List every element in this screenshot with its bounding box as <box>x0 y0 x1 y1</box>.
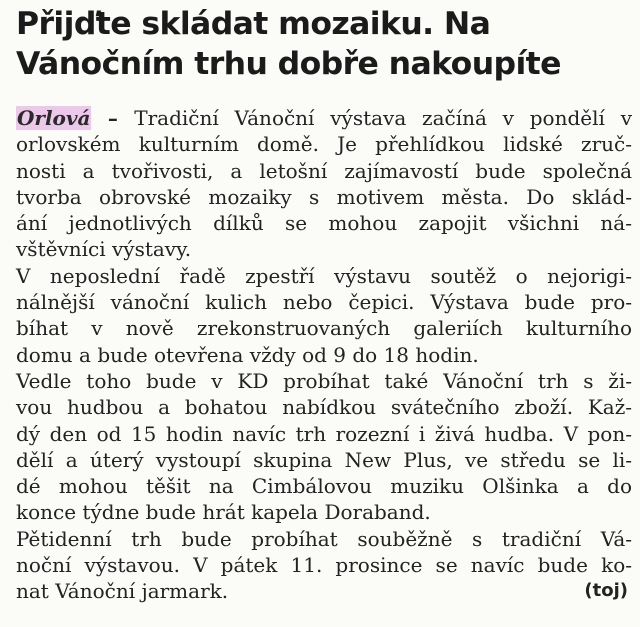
author-signature: (toj) <box>584 580 628 602</box>
article-line: ání jednotlivých dílků se mohou zapojit všichni ná- <box>16 211 632 236</box>
article-line: domu a bude otevřena vždy od 9 do 18 hodin. <box>16 342 479 367</box>
article-line: dělí a úterý vystoupí skupina New Plus, ve středu se li- <box>16 447 632 472</box>
headline-line-1: Přijďte skládat mozaiku. Na <box>16 6 491 42</box>
article-line-last <box>16 578 632 604</box>
article-headline <box>16 4 636 84</box>
place-name-highlight: Orlová <box>17 106 91 130</box>
article-line: nálnější vánoční kulich nebo čepici. Výstava bude pro- <box>16 290 632 315</box>
article-line: dé mohou těšit na Cimbálovou muziku Olšinka a do <box>16 474 632 499</box>
article-line: nosti a tvořivosti, a letošní zajímavostí bude společná <box>16 158 632 183</box>
article-line-text: nat Vánoční jarmark. <box>16 579 229 604</box>
article-body <box>16 105 632 605</box>
article-line: Pětidenní trh bude probíhat souběžně s tradiční Vá- <box>16 526 632 551</box>
article-line: noční výstavou. V pátek 11. prosince se navíc bude ko- <box>16 553 632 578</box>
article-line: tvorba obrovské mozaiky s motivem města. Do sklád- <box>16 184 632 209</box>
article-line: dý den od 15 hodin navíc trh rozezní i živá hudba. V pon- <box>16 421 632 446</box>
place-dash: – <box>91 106 135 130</box>
headline-line-2: Vánočním trhu dobře nakoupíte <box>16 46 561 82</box>
article-line: orlovském kulturním domě. Je přehlídkou lidské zruč- <box>16 132 632 157</box>
article-line: V neposlední řadě zpestří výstavu soutěž o nejorigi- <box>16 263 632 288</box>
article-line-text: Tradiční Vánoční výstava začíná v pondělí v <box>134 106 632 130</box>
article-line: vou hudbou a bohatou nabídkou svátečního zboží. Kaž- <box>16 395 632 420</box>
article-line: bíhat v nově zrekonstruovaných galeriích kulturního <box>16 316 632 341</box>
article-line: Vedle toho bude v KD probíhat také Vánoční trh s ži- <box>16 368 632 393</box>
article-line <box>16 105 632 131</box>
article-line: vštěvníci výstavy. <box>16 237 192 262</box>
article-line: konce týdne bude hrát kapela Doraband. <box>16 500 431 525</box>
